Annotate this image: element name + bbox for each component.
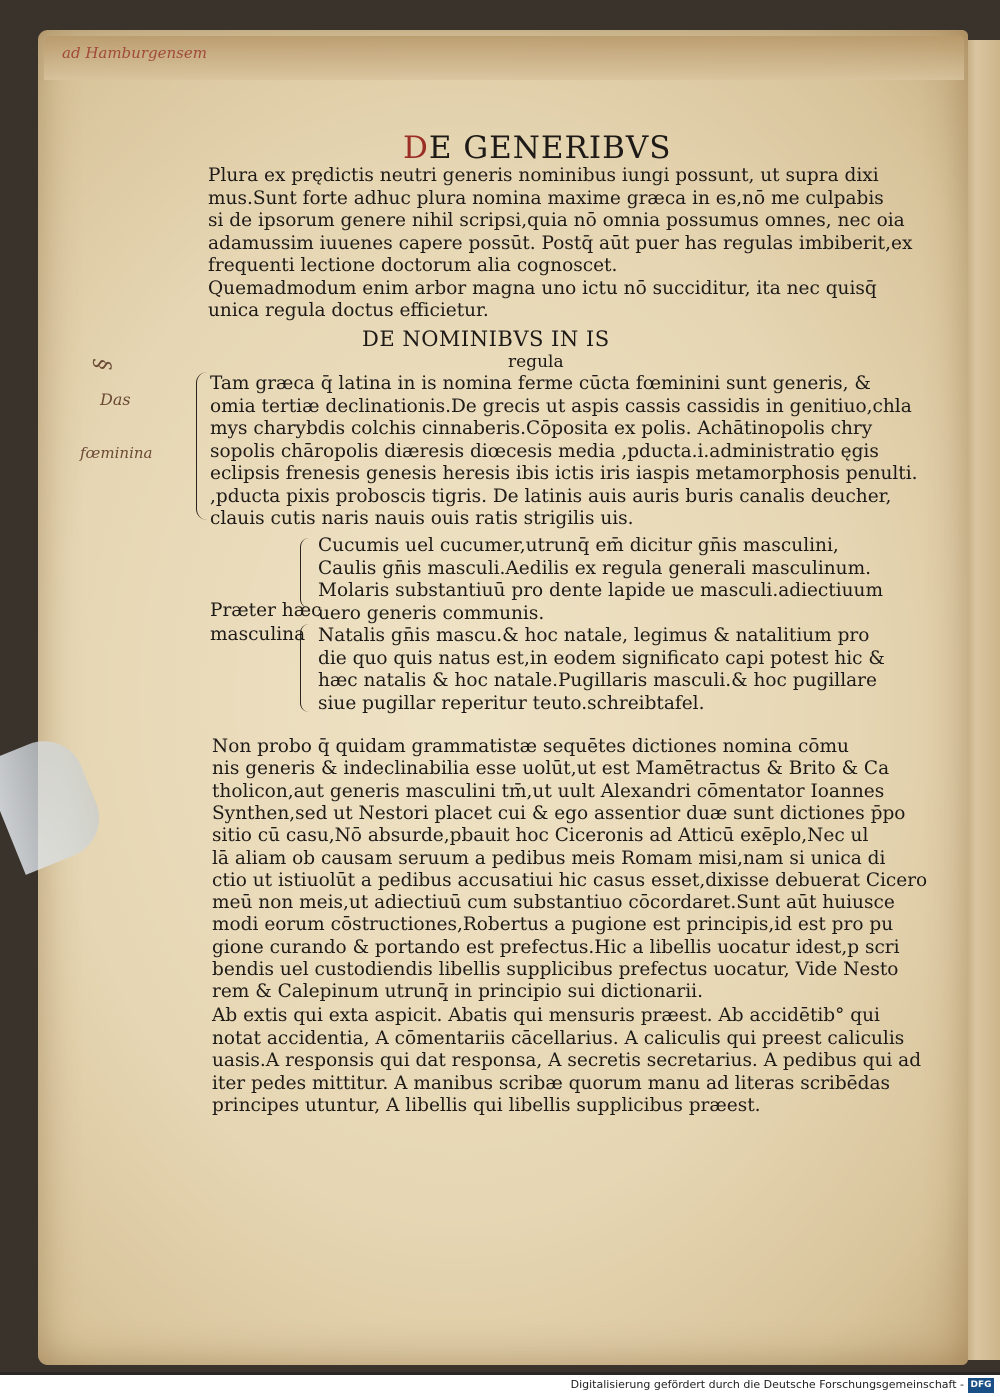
paragraph-line: meū non meis,ut adiectiuū cum substantiuo cōcordaret.Sunt aūt huiusce [212,892,895,914]
exceptions-label-2: masculina [210,624,306,645]
intro-line: Quemadmodum enim arbor magna uno ictu nō succiditur, ita nec quisq̄ [208,277,877,299]
title-initial: D [403,130,429,166]
intro-line: si de ipsorum genere nihil scripsi,quia nō omnia possumus omnes, nec oia [208,210,905,231]
intro-line: unica regula doctus efficietur. [208,300,489,321]
regula-line: ,pducta pixis proboscis tigris. De latinis auis auris buris canalis deucher, [210,485,892,507]
exception-line: die quo quis natus est,in eodem significato capi potest hic & [318,647,885,669]
regula-line: Tam græca q̄ latina in is nomina ferme cūcta fœminini sunt generis, & [210,373,871,394]
margin-note-feminina: fœminina [80,444,153,462]
paragraph-line: modi eorum cōstructiones,Robertus a pugione est principis,id est pro pu [212,914,894,936]
exception-line: Natalis gn̄is mascu.& hoc natale, legimus & natalitium pro [318,625,870,646]
exception-bracket-top [300,538,309,608]
paragraph-line: sitio cū casu,Nō absurde,pbauit hoc Ciceronis ad Atticū exēplo,Nec ul [212,825,869,847]
regula-label: regula [508,352,564,372]
final-line: Ab extis qui exta aspicit. Abatis qui mensuris præest. Ab accidētib° qui [212,1005,880,1026]
exception-line: uero generis communis. [318,602,545,624]
paragraph-line: tholicon,aut generis masculini tm̄,ut uult Alexandri cōmentator Ioannes [212,780,885,802]
exception-line: Caulis gn̄is masculi.Aedilis ex regula generali masculinum. [318,557,871,579]
regula-bracket [196,372,207,520]
regula-line: sopolis chāropolis diæresis diœcesis media ,pducta.i.administratio ęgis [210,440,879,462]
intro-line: adamussim iuuenes capere possūt. Postq̄ aūt puer has regulas imbiberit,ex [208,232,913,254]
regula-line: mys charybdis colchis cinnaberis.Cōposita ex polis. Achātinopolis chry [210,418,873,439]
section-heading: DE NOMINIBVS IN IS [362,327,610,351]
intro-line: Plura ex prędictis neutri generis nominibus iungi possunt, ut supra dixi [208,165,879,186]
dfg-logo: DFG [968,1378,994,1393]
intro-line: frequenti lectione doctorum alia cognoscet. [208,255,618,276]
final-line: uasis.A responsis qui dat responsa, A secretis secretarius. A pedibus qui ad [212,1050,922,1071]
paragraph-line: lā aliam ob causam seruum a pedibus meis Romam misi,nam si unica di [212,847,886,869]
paragraph-line: Synthen,sed ut Nestori placet cui & ego assentior duæ sunt dictiones p̄po [212,802,906,824]
paragraph-line: Non probo q̄ quidam grammatistæ sequētes dictiones nomina cōmu [212,736,849,757]
paragraph-line: ctio ut istiuolūt a pedibus accusatiui hic casus esset,dixisse debuerat Cicero [212,869,928,891]
final-line: principes utuntur, A libellis qui libellis supplicibus præest. [212,1095,761,1116]
regula-line: omia tertiæ declinationis.De grecis ut aspis cassis cassidis in genitiuo,chla [210,395,912,417]
footer-credit: Digitalisierung gefördert durch die Deutsche Forschungsgemeinschaft - [570,1378,964,1391]
exception-line: Molaris substantiuū pro dente lapide ue masculi.adiectiuum [318,580,884,601]
final-line: iter pedes mittitur. A manibus scribæ quorum manu ad literas scribēdas [212,1072,890,1094]
paragraph-line: nis generis & indeclinabilia esse uolūt,ut est Mamētractus & Brito & Ca [212,758,890,780]
exception-line: Cucumis uel cucumer,utrunq̄ em̄ dicitur gn̄is masculini, [318,535,839,556]
intro-line: mus.Sunt forte adhuc plura nomina maxime græca in es,nō me culpabis [208,187,884,209]
page-title [403,130,671,166]
header-scribble: ad Hamburgensem [62,44,207,62]
regula-line: clauis cutis naris nauis ouis ratis strigilis uis. [210,508,634,529]
title-rest: E GENERIBVS [428,130,672,166]
paragraph-line: rem & Calepinum utrunq̄ in principio sui dictionarii. [212,981,703,1003]
paragraph-line: gione curando & portando est prefectus.Hic a libellis uocatur idest,p scri [212,936,900,958]
regula-line: eclipsis frenesis genesis heresis ibis ictis iris iaspis metamorphosis penulti. [210,463,918,484]
exceptions-label-1: Præter hæc [210,600,322,621]
margin-note-das: Das [100,390,131,409]
exception-line: hæc natalis & hoc natale.Pugillaris masculi.& hoc pugillare [318,670,877,691]
final-line: notat accidentia, A cōmentariis cācellarius. A caliculis qui preest caliculis [212,1027,905,1049]
paragraph-line: bendis uel custodiendis libellis supplicibus prefectus uocatur, Vide Nesto [212,959,899,980]
exception-line: siue pugillar reperitur teuto.schreibtafel. [318,692,705,714]
